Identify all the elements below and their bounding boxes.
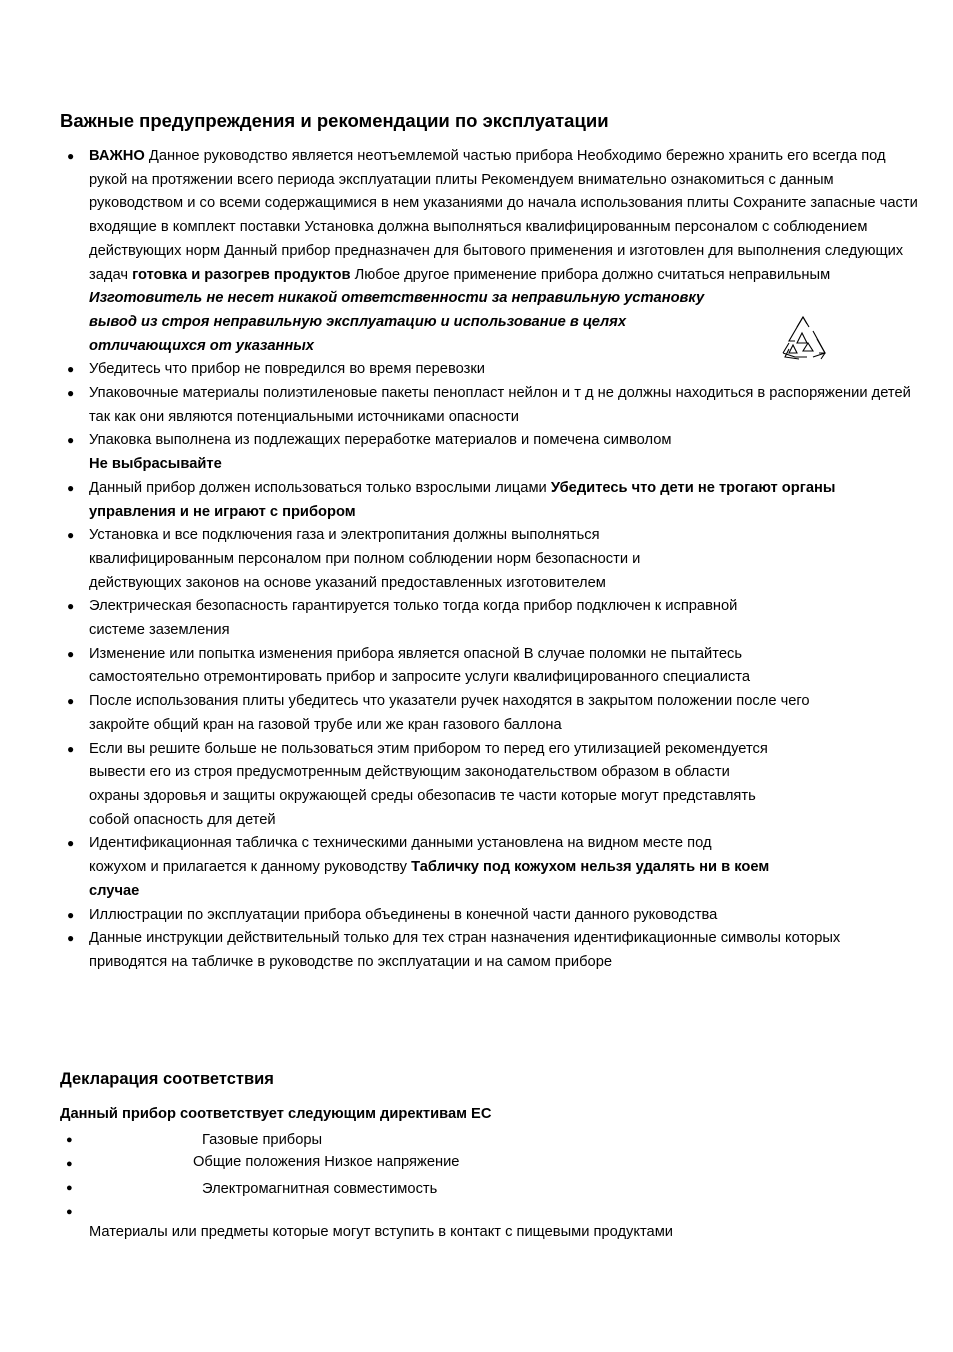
warning-item: ● Упаковка выполнена из подлежащих переработке материалов и помечена символом Не выбрасывайте xyxy=(60,429,920,476)
recycle-icon xyxy=(775,313,831,363)
warning-important-text: ВАЖНО Данное руководство является неотъемлемой частью прибора Необходимо бережно хранить его всегда под рукой на протяжении всего периода эксплуатации плиты Рекомендуем внимательно ознакомиться с данным руководством и со всеми содержащимися в нем указаниями до начала использования плиты Сохраните запасные части входящие в комплект поставки Установка должна выполняться квалифицированным персоналом с соблюдением действующих норм Данный прибор предназначен для бытового применения и изготовлен для выполнения следующих задач готовка и разогрев продуктов Любое другое применение прибора должно считаться неправильным xyxy=(89,148,918,283)
declaration-title: Декларация соответствия xyxy=(60,1070,274,1088)
materials-directive: Материалы или предметы которые могут вступить в контакт с пищевыми продуктами xyxy=(89,1224,674,1240)
warning-item: ● Если вы решите больше не пользоваться этим прибором то перед его утилизацией рекомендуется вывести его из строя предусмотренным действующим законодательством образом в области охраны здоровья и защиты окружающей среды обезопасив те части которые могут представлять собой опасность для детей xyxy=(60,738,920,833)
declaration-intro: Данный прибор соответствует следующим директивам ЕС xyxy=(60,1106,492,1122)
do-not-discard-label: Не выбрасывайте xyxy=(89,456,222,473)
directive-item xyxy=(60,1200,920,1224)
directive-item: ● Общие положения Низкое напряжение xyxy=(60,1152,920,1176)
warning-item: ● Установка и все подключения газа и электропитания должны выполняться квалифицированным персоналом при полном соблюдении норм безопасности и действующих законов на основе указаний предоставленных изготовителем xyxy=(60,524,920,595)
page-title: Важные предупреждения и рекомендации по эксплуатации xyxy=(60,110,609,131)
purpose-text: готовка и разогрев продуктов xyxy=(132,266,351,283)
disclaimer-text: Изготовитель не несет никакой ответственности за неправильную установку вывод из строя неправильную эксплуатацию и использование в целях отличающихся от указанных xyxy=(89,290,705,354)
warning-item: ● Иллюстрации по эксплуатации прибора объединены в конечной части данного руководства xyxy=(60,904,920,928)
warning-item: ● Данный прибор должен использоваться только взрослыми лицами Убедитесь что дети не трогают органы управления и не играют с прибором xyxy=(60,477,920,524)
warning-item: ● Идентификационная табличка с техническими данными установлена на видном месте под кожухом и прилагается к данному руководству Табличку под кожухом нельзя удалять ни в коем случае xyxy=(60,832,920,903)
warning-item: ● Электрическая безопасность гарантируется только тогда когда прибор подключен к исправной системе заземления xyxy=(60,595,920,642)
warning-item: ● После использования плиты убедитесь что указатели ручек находятся в закрытом положении после чего закройте общий кран на газовой трубе или же кран газового баллона xyxy=(60,690,920,737)
warning-item: ● Изменение или попытка изменения прибора является опасной В случае поломки не пытайтесь самостоятельно отремонтировать прибор и запросите услуги квалифицированного специалиста xyxy=(60,643,920,690)
important-label: ВАЖНО xyxy=(89,148,145,164)
directive-item: ● Газовые приборы xyxy=(60,1128,920,1152)
directive-item: ● Электромагнитная совместимость xyxy=(60,1176,920,1200)
warning-item: ● Убедитесь что прибор не повредился во время перевозки xyxy=(60,358,920,382)
warning-item: ● Данные инструкции действительный только для тех стран назначения идентификационные символы которых приводятся на табличке в руководстве по эксплуатации и на самом приборе xyxy=(60,927,920,974)
warning-item: ● Упаковочные материалы полиэтиленовые пакеты пенопласт нейлон и т д не должны находиться в распоряжении детей так как они являются потенциальными источниками опасности xyxy=(60,382,920,429)
directives-list xyxy=(60,1128,920,1224)
warnings-list xyxy=(60,145,920,975)
